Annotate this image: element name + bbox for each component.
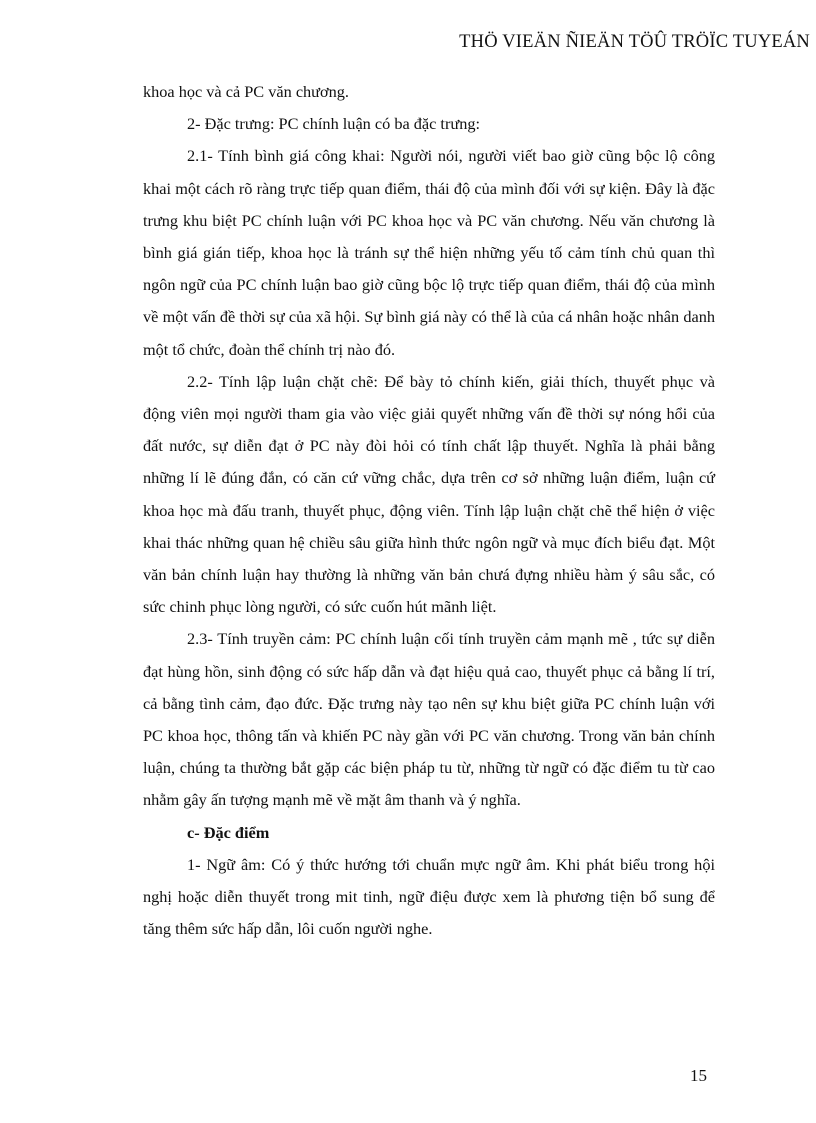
paragraph-phonetics: 1- Ngữ âm: Có ý thức hướng tới chuẩn mực ngữ âm. Khi phát biểu trong hội nghị hoặc diễn thuyết trong mit tinh, ngữ điệu được xem là phương tiện bổ sung để tăng thêm sức hấp dẫn, lôi cuốn người nghe. xyxy=(143,854,715,939)
body-text xyxy=(143,76,715,945)
paragraph-feature-2-2: 2.2- Tính lập luận chặt chẽ: Để bày tỏ chính kiến, giải thích, thuyết phục và động viên mọi người tham gia vào việc giải quyết những vấn đề thời sự nóng hổi của đất nước, sự diễn đạt ở PC này đòi hỏi có tính chất lập thuyết. Nghĩa là phải bằng những lí lẽ đúng đắn, có căn cứ vững chắc, dựa trên cơ sở những luận điểm, luận cứ khoa học mà đấu tranh, thuyết phục, động viên. Tính lập luận chặt chẽ thể hiện ở việc khai thác những quan hệ chiều sâu giữa hình thức ngôn ngữ và mục đích biểu đạt. Một văn bản chính luận hay thường là những văn bản chưá đựng nhiều hàm ý sâu sắc, có sức chinh phục lòng người, có sức cuốn hút mãnh liệt. xyxy=(143,371,715,617)
paragraph-feature-2-3: 2.3- Tính truyền cảm: PC chính luận cối tính truyền cảm mạnh mẽ , tức sự diễn đạt hùng hồn, sinh động có sức hấp dẫn và đạt hiệu quả cao, thuyết phục cả bằng lí trí, cả bằng tình cảm, đạo đức. Đặc trưng này tạo nên sự khu biệt giữa PC chính luận với PC khoa học, thông tấn và khiến PC này gần với PC văn chương. Trong văn bản chính luận, chúng ta thường bắt gặp các biện pháp tu từ, những từ ngữ có đặc điểm tu từ cao nhằm gây ấn tượng mạnh mẽ về mặt âm thanh và ý nghĩa. xyxy=(143,629,715,810)
paragraph-features-intro: 2- Đặc trưng: PC chính luận có ba đặc trưng: xyxy=(187,114,480,134)
paragraph-continuation: khoa học và cả PC văn chương. xyxy=(143,82,349,101)
paragraph-feature-2-1: 2.1- Tính bình giá công khai: Người nói, người viết bao giờ cũng bộc lộ công khai một cách rõ ràng trực tiếp quan điểm, thái độ của mình đối với sự kiện. Đây là đặc trưng khu biệt PC chính luận với PC khoa học và PC văn chương. Nếu văn chương là bình giá gián tiếp, khoa học là tránh sự thể hiện những yếu tố cảm tính chủ quan thì ngôn ngữ của PC chính luận bao giờ cũng bộc lộ trực tiếp quan điểm, thái độ của mình về một vấn đề thời sự của xã hội. Sự bình giá này có thể là của cá nhân hoặc nhân danh một tổ chức, đoàn thể chính trị nào đó. xyxy=(143,146,715,359)
running-header: THÖ VIEÄN ÑIEÄN TÖÛ TRÖÏC TUYEÁN xyxy=(459,32,810,52)
page-number: 15 xyxy=(690,1066,707,1085)
section-heading-characteristics: c- Đặc điểm xyxy=(187,822,270,842)
